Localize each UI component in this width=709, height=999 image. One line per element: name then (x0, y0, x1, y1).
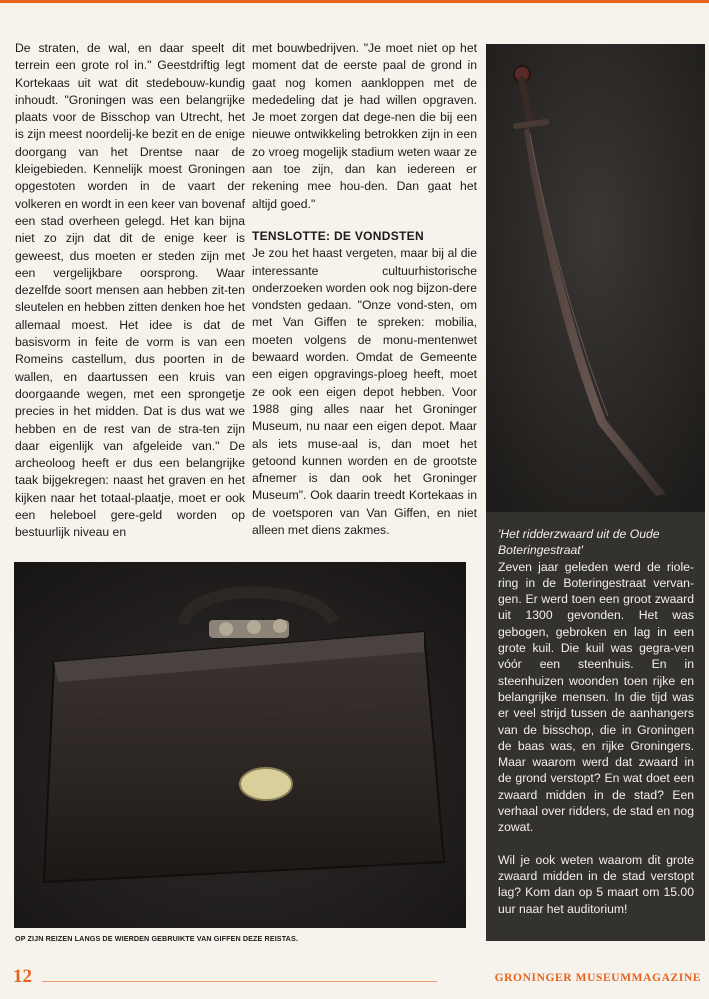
sidebar-body: Zeven jaar geleden werd de riole-ring in de Boteringestraat vervan-gen. Er werd toen een groot zwaard uit 1300 gevonden. Het was gebogen, gebroken en lag in een grote kuil. Die kuil was gegra-ven vóór een steenhuis. En in steenhuizen woonden toen rijke en belangrijke mensen. In die tijd was er veel strijd tussen de aanhangers van de bisschop, die in Groningen de baas was, en rijke Groningers. Maar waarom werd dat zwaard in de grond verstopt? En wat doet een zwaard midden in de stad? Een verhaal over ridders, de stad en nog zowat. (498, 559, 694, 835)
sidebar-caption: 'Het ridderzwaard uit de Oude Boteringestraat' (498, 527, 660, 558)
article-column-1: De straten, de wal, en daar speelt dit terrein een grote rol in." Geestdriftig legt Kortekaas uit wat dit stedebouw-kundig inhoudt. "Groningen was een belangrijke plaats voor de Bisschop van Utrecht, het is zijn meest noordelij-ke bezit en de enige doorgang van het Drentse naar de kleigebieden. Kennelijk moest Groningen opgestoten worden in de vaart der volkeren en wordt in een keer van bovenaf een stad overheen gelegd. Het kan bijna niet zo zijn dat dit de enige keer is geweest, dus moeten er steden zijn met een vergelijkbare oorsprong. Waar dezelfde soort mensen aan hebben zit-ten sleutelen en hebben zitten denken hoe het allemaal moest. Het idee is dat de basisvorm in feite de vorm is van een Romeins castellum, dus poorten in de wallen, en daartussen een kruis van doorgaande wegen, met een sprongetje precies in het midden. Dat is dus wat we hebben en de rest van de stra-ten zijn daar eigenlijk van afgeleide van." De archeoloog heeft er dus een belangrijke taak bijgekregen: naast het graven en het kijken naar het totaal-plaatje, moet er ook een heleboel gere-geld worden op bestuurlijk niveau en (15, 41, 245, 540)
article-paragraph: met bouwbedrijven. "Je moet niet op het moment dat de eerste paal de grond in gaat nog komen aankloppen met de mededeling dat je had willen opgraven. Je moet zorgen dat dege-nen die bij een nieuwe ontwikkeling betrokken zijn in een zo vroeg mogelijk stadium weten waar ze aan toe zijn, dan kan iedereen er rekening mee hou-den. Dan gaat het altijd goed." (252, 41, 477, 211)
sword-image (486, 44, 705, 512)
magazine-name: GRONINGER MUSEUMMAGAZINE (494, 972, 701, 984)
footer-rule (42, 981, 437, 982)
top-accent-line (0, 0, 709, 3)
sword-sidebar (486, 512, 705, 941)
page-number: 12 (13, 966, 32, 987)
sword-photo (486, 44, 705, 512)
photo-caption: OP ZIJN REIZEN LANGS DE WIERDEN GEBRUIKTE VAN GIFFEN DEZE REISTAS. (15, 934, 298, 943)
article-column-2 (252, 40, 477, 539)
article-paragraph: Je zou het haast vergeten, maar bij al die interessante cultuurhistorische onderzoeken worden ook nog bijzon-dere vondsten gedaan. "Onze vond-sten, om met Van Giffen te spreken: mobilia, moeten volgens de monu-mentenwet bewaard worden. Omdat de Gemeente een eigen opgravings-ploeg heeft, moet ze ook een eigen depot hebben. Voor 1988 ging alles naar het Groninger Museum, nu naar een eigen depot. Maar als iets muse-aal is, dan moet het getoond kunnen worden en de grootste afnemer is dan ook het Groninger Museum". Ook daarin treedt Kortekaas in de voetsporen van Van Giffen, en niet alleen met diens zakmes. (252, 246, 477, 538)
bag-image (14, 562, 466, 928)
section-subheading: TENSLOTTE: DE VONDSTEN (252, 228, 424, 243)
sidebar-invitation: Wil je ook weten waarom dit grote zwaard midden in de stad verstopt lag? Kom dan op 5 maart om 15.00 uur naar het auditorium! (498, 852, 694, 916)
travel-bag-photo (14, 562, 466, 928)
